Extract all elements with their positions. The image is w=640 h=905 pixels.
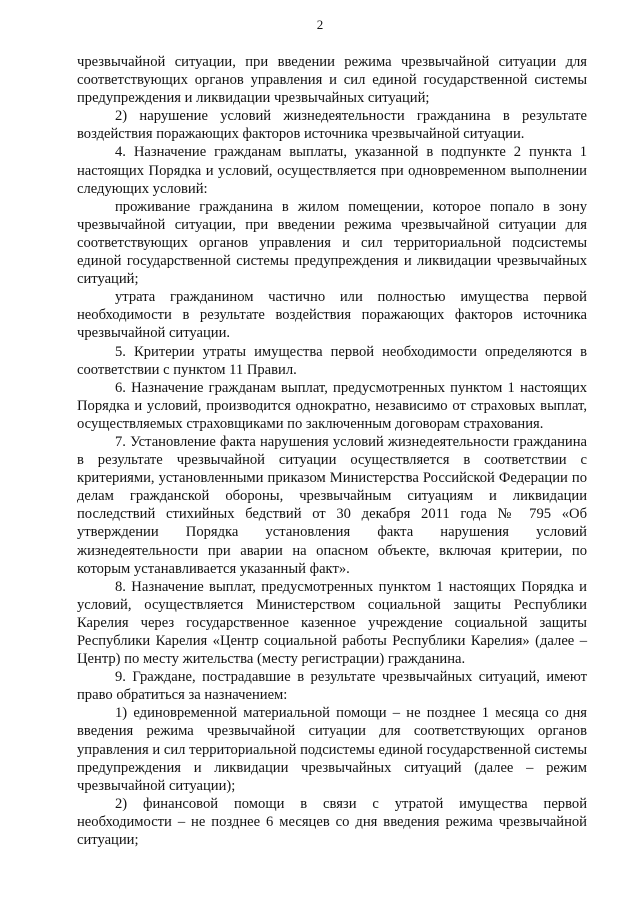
paragraph-4-condition-residence: проживание гражданина в жилом помещении, которое попало в зону чрезвычайной ситуации, при введении режима чрезвычайной ситуации для соответствующих органов управления и сил территориальной подсистемы единой государственной системы предупреждения и ликвидации чрезвычайных ситуаций; bbox=[77, 198, 587, 288]
paragraph-9-item-1: 1) единовременной материальной помощи – не позднее 1 месяца со дня введения режима чрезвычайной ситуации для соответствующих органов управления и сил территориальной подсистемы единой государственной системы предупреждения и ликвидации чрезвычайных ситуаций (далее – режим чрезвычайной ситуации); bbox=[77, 705, 587, 794]
paragraph-7: 7. Установление факта нарушения условий жизнедеятельности гражданина в результате чрезвычайной ситуации осуществляется в соответствии с критериями, установленными приказом Министерства Российской Федерации по делам гражданской обороны, чрезвычайным ситуациям и ликвидации последствий стихийных бедствий от 30 декабря 2011 года № 795 «Об утверждении Порядка установления факта нарушения условий жизнедеятельности при аварии на опасном объекте, включая критерии, по которым устанавливается указанный факт». bbox=[77, 433, 587, 577]
paragraph-3-item-2: 2) нарушение условий жизнедеятельности гражданина в результате воздействия поражающих факторов источника чрезвычайной ситуации. bbox=[77, 108, 587, 143]
page-number: 2 bbox=[316, 17, 324, 32]
document-body bbox=[77, 53, 587, 849]
paragraph-9-item-2: 2) финансовой помощи в связи с утратой имущества первой необходимости – не позднее 6 месяцев со дня введения режима чрезвычайной ситуации; bbox=[77, 795, 587, 849]
paragraph-8: 8. Назначение выплат, предусмотренных пунктом 1 настоящих Порядка и условий, осуществляется Министерством социальной защиты Республики Карелия через государственное казенное учреждение социальной защиты Республики Карелия «Центр социальной работы Республики Карелия» (далее – Центр) по месту жительства (месту регистрации) гражданина. bbox=[77, 578, 587, 668]
paragraph-9: 9. Граждане, пострадавшие в результате чрезвычайных ситуаций, имеют право обратиться за назначением: bbox=[77, 669, 587, 704]
paragraph-6: 6. Назначение гражданам выплат, предусмотренных пунктом 1 настоящих Порядка и условий, производится однократно, независимо от страховых выплат, осуществляемых страховщиками по заключенным договорам страхования. bbox=[77, 379, 587, 432]
paragraph-continuation: чрезвычайной ситуации, при введении режима чрезвычайной ситуации для соответствующих органов управления и сил единой государственной системы предупреждения и ликвидации чрезвычайных ситуаций; bbox=[77, 54, 587, 107]
paragraph-4: 4. Назначение гражданам выплаты, указанной в подпункте 2 пункта 1 настоящих Порядка и условий, осуществляется при одновременном выполнении следующих условий: bbox=[77, 144, 587, 197]
paragraph-5: 5. Критерии утраты имущества первой необходимости определяются в соответствии с пунктом 11 Правил. bbox=[77, 343, 587, 378]
paragraph-4-condition-loss: утрата гражданином частично или полностью имущества первой необходимости в результате воздействия поражающих факторов источника чрезвычайной ситуации. bbox=[77, 289, 587, 342]
